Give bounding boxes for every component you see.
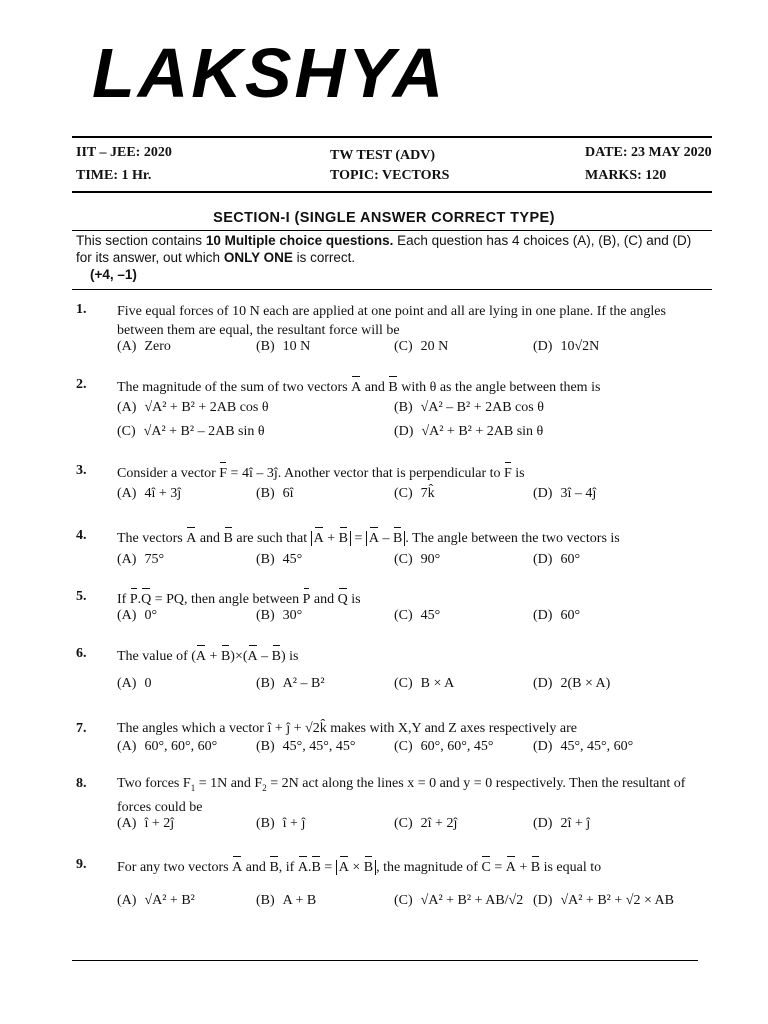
option-b: (B) 45°, 45°, 45° [256,739,356,754]
question-text: The magnitude of the sum of two vectors A and B with θ as the angle between them is [117,375,707,397]
question-number: 5. [76,589,87,604]
option-c: (C) B × A [394,676,455,691]
option-d: (D) 60° [533,552,581,567]
question-text: Five equal forces of 10 N each are applied at one point and all are lying in one plane. If the angles between them are equal, the resultant force will be [117,304,666,338]
question-text: Two forces $F_1 = 1N$ and $F_2 = 2N$ act along the lines x = 0 and y = 0 respectively. Then the resultant of forces could be [117,776,686,815]
option-b: (B) √A² – B² + 2AB cos θ [394,400,544,415]
intro-bold-2: ONLY ONE [223,250,293,265]
option-d: (D) 2(B × A) [533,676,611,691]
intro-text-2: Each question has 4 choices (A), (B), (C) and (D) for its answer, out which [76,233,692,265]
question-number: 6. [76,646,87,661]
option-a: (A) Zero [117,339,171,354]
option-c: (C) 90° [394,552,441,567]
option-b: (B) 30° [256,608,303,623]
option-d: (D) √A² + B² + 2AB sin θ [394,424,544,439]
option-c: (C) 2î + 2ĵ [394,816,458,831]
question-text: Consider a vector F = 4î – 3ĵ. Another vector that is perpendicular to F is [117,461,707,483]
option-c: (C) 45° [394,608,441,623]
header-bottom-rule [72,191,712,193]
test-topic: TOPIC: VECTORS [330,168,450,183]
option-d: (D) 60° [533,608,581,623]
intro-rule [72,289,712,290]
intro-bold-1: 10 Multiple choice questions. [205,233,394,248]
intro-text-1: This section contains [76,233,206,248]
option-c: (C) √A² + B² + AB/√2 [394,893,524,908]
footer-rule [72,960,698,961]
option-b: (B) A² – B² [256,676,325,691]
question-number: 9. [76,857,87,872]
option-b: (B) A + B [256,893,317,908]
option-d: (D) 2î + ĵ [533,816,591,831]
option-c: (C) 60°, 60°, 45° [394,739,494,754]
option-b: (B) 10 N [256,339,311,354]
option-d: (D) 3î – 4ĵ [533,486,597,501]
question-number: 8. [76,776,87,791]
option-b: (B) 45° [256,552,303,567]
option-a: (A) 4î + 3ĵ [117,486,182,501]
exam-name: IIT – JEE: 2020 [76,145,172,160]
question-text: The angles which a vector î + ĵ + √2k̂ makes with X,Y and Z axes respectively are [117,721,577,736]
option-b: (B) 6î [256,486,294,501]
option-a: (A) 0 [117,676,152,691]
question-text: For any two vectors A and B, if A.B = A × B , the magnitude of C = A + B is equal to [117,855,707,877]
option-c: (C) 7k̂ [394,486,435,501]
option-a: (A) √A² + B² [117,893,195,908]
option-a: (A) î + 2ĵ [117,816,175,831]
section-rule [72,230,712,231]
question-text: The vectors A and B are such that A + B = A – B . The angle between the two vectors is [117,526,707,548]
option-d: (D) 45°, 45°, 60° [533,739,634,754]
option-d: (D) 10√2N [533,339,600,354]
header-top-rule [72,136,712,138]
section-title: SECTION-I (SINGLE ANSWER CORRECT TYPE) [213,210,555,226]
option-c: (C) 20 N [394,339,449,354]
question-number: 1. [76,302,87,317]
test-marks: MARKS: 120 [585,168,667,183]
question-text: If P.Q = PQ, then angle between P and Q is [117,587,707,609]
option-a: (A) 60°, 60°, 60° [117,739,218,754]
test-name: TW TEST (ADV) [330,148,436,163]
logo: LAKSHYA [92,34,447,112]
question-number: 4. [76,528,87,543]
question-number: 2. [76,377,87,392]
test-time: TIME: 1 Hr. [76,168,152,183]
option-c: (C) √A² + B² – 2AB sin θ [117,424,265,439]
section-instructions [76,232,706,283]
intro-text-3: is correct. [292,250,356,265]
option-a: (A) √A² + B² + 2AB cos θ [117,400,269,415]
option-b: (B) î + ĵ [256,816,306,831]
option-a: (A) 0° [117,608,158,623]
test-date: DATE: 23 MAY 2020 [585,145,712,160]
question-text: The value of (A + B)×(A – B) is [117,644,707,666]
option-a: (A) 75° [117,552,165,567]
question-number: 7. [76,721,87,736]
option-d: (D) √A² + B² + √2 × AB [533,893,675,908]
question-number: 3. [76,463,87,478]
marking-scheme: (+4, –1) [90,267,137,282]
